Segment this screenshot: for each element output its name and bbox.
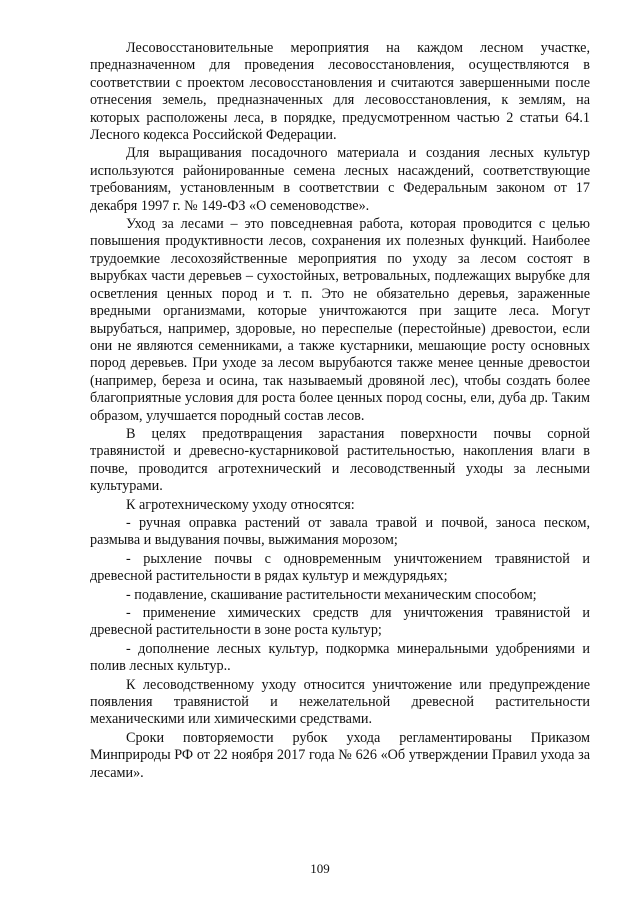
list-item-mowing: - подавление, скашивание растительности механическим способом; <box>126 586 537 603</box>
paragraph-agrotechnical-heading: К агротехническому уходу относятся: <box>126 496 355 513</box>
paragraph-overgrowth-prevention: В целях предотвращения зарастания поверхности почвы сорной травянистой и древесно-кустарниковой растительностью, накопления влаги в почве, проводится агротехнический и лесоводственный уходы за лесными культурами. <box>90 425 590 495</box>
paragraph-reforestation: Лесовосстановительные мероприятия на каждом лесном участке, предназначенном для проведения лесовосстановления, осуществляются в соответствии с проектом лесовосстановления и считаются завершенными после отнесения земель, предназначенных для лесовосстановления, к землям, на которых расположены леса, в порядке, предусмотренном частью 2 статьи 64.1 Лесного кодекса Российской Федерации. <box>90 40 590 144</box>
list-item-chemicals: - применение химических средств для уничтожения травянистой и древесной растительности в зоне роста культур; <box>90 605 590 639</box>
paragraph-silvicultural-care: К лесоводственному уходу относится уничтожение или предупреждение появления травянистой и нежелательной древесной растительности механическими или химическими средствами. <box>90 676 590 728</box>
paragraph-planting-material: Для выращивания посадочного материала и создания лесных культур используются районированные семена лесных насаждений, соответствующие требованиям, установленным в соответствии с Федеральным законом от 17 декабря 1997 г. № 149-ФЗ «О семеноводстве». <box>90 145 590 214</box>
list-item-manual-clearing: - ручная оправка растений от завала травой и почвой, заноса песком, размыва и выдувания почвы, выжимания морозом; <box>90 514 590 549</box>
list-item-supplement: - дополнение лесных культур, подкормка минеральными удобрениями и полив лесных культур.. <box>90 640 590 675</box>
page-number: 109 <box>310 861 330 876</box>
paragraph-care-frequency: Сроки повторяемости рубок ухода регламентированы Приказом Минприроды РФ от 22 ноября 2017 года № 626 «Об утверждении Правил ухода за лесами». <box>90 729 590 781</box>
document-body <box>90 40 590 782</box>
paragraph-forest-care: Уход за лесами – это повседневная работа, которая проводится с целью повышения продуктивности лесов, сохранения их полезных функций. Наиболее трудоемкие лесохозяйственные мероприятия по уходу за лесом состоят в вырубках части деревьев – сухостойных, ветровальных, подлежащих вырубке для осветления ценных пород и т. п. Это не обязательно деревья, зараженные вредными организмами, которые уничтожаются при защите леса. Могут вырубаться, например, здоровые, но переспелые (перестойные) древостои, если они не являются семенниками, а также кустарники, мешающие росту основных пород деревьев. При уходе за лесом вырубаются также менее ценные древостои (например, береза и осина, так называемый дровяной лес), чтобы создать более благоприятные условия для роста более ценных пород сосны, ели, дуба др. Таким образом, улучшается породный состав лесов. <box>90 216 590 424</box>
list-item-loosening: - рыхление почвы с одновременным уничтожением травянистой и древесной растительности в рядах культур и междурядьях; <box>90 550 590 585</box>
